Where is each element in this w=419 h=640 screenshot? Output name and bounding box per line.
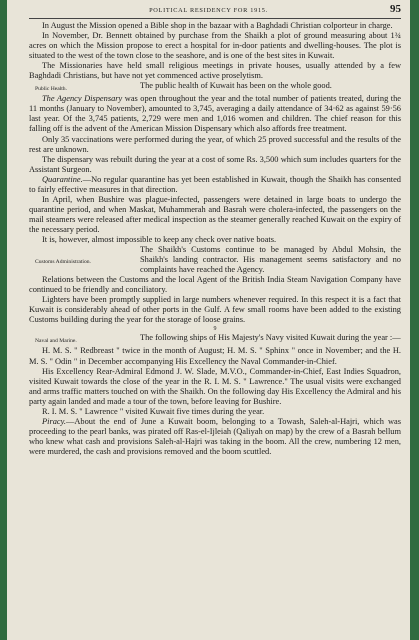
paragraph-lawrence: R. I. M. S. " Lawrence " visited Kuwait five times during the year. <box>42 406 265 416</box>
document-page <box>7 0 410 640</box>
paragraph-rebuilt: The dispensary was rebuilt during the year at a cost of some Rs. 3,500 which sum includes quarters for the Assistant Surgeon. <box>29 154 401 174</box>
paragraph-public-health: The public health of Kuwait has been on the whole good. <box>140 81 332 91</box>
paragraph-piracy <box>29 417 401 457</box>
piracy-lead: Piracy. <box>42 416 66 426</box>
header-title: POLITICAL RESIDENCY FOR 1915. <box>149 7 268 14</box>
margin-heading-customs: Customs Administration. <box>35 259 91 266</box>
body-text <box>29 21 401 457</box>
paragraph-lighters: Lighters have been promptly supplied in large numbers whenever required. In this respect it is a fact that Kuwait is considerably ahead of other ports in the Gulf. A few small rooms have been added to the existing Customs building during the year for the storage of loose grains. <box>29 295 401 325</box>
section-mark: 9 <box>213 326 217 333</box>
piracy-rest: —About the end of June a Kuwait boom, belonging to a Towash, Saleh-al-Hajri, which was proceeding to the pearl banks, was pirated off Ras-el-Ijleiah (Qaliyah on map) by the crew of a Basrah bellum who knew what cash and provisions Saleh-al-Hajri was taking in the boom. All the crew, numbering 12 men, were murdered, the cash and provisions removed and the boom scuttled. <box>29 416 401 456</box>
margin-heading-naval: Naval and Marine. <box>35 338 77 345</box>
margin-heading-public-health: Public Health. <box>35 86 68 93</box>
running-header <box>7 3 410 19</box>
paragraph-meetings: The Missionaries have held small religious meetings in private houses, usually attended by a few Baghdadi Christians, but have not yet commenced active proselytism. <box>29 61 401 81</box>
paragraph-admiral: His Excellency Rear-Admiral Edmond J. W. Slade, M.V.O., Commander-in-Chief, East Indies Squadron, visited Kuwait towards the close of the year in the R. I. M. S. " Lawrence." The usual visits were exchanged and arms traffic matters touched on with the Shaikh. On the following day His Excellency the Admiral and his party again landed and made a tour of the town, before leaving for Bushire. <box>29 366 401 406</box>
paragraph-naval: The following ships of His Majesty's Navy visited Kuwait during the year :— <box>140 333 401 343</box>
section-customs <box>29 245 401 275</box>
paragraph-vaccinations: Only 35 vaccinations were performed during the year, of which 25 proved successful and the results of the rest are unknown. <box>29 134 401 154</box>
dispensary-lead: The Agency Dispensary <box>42 94 123 104</box>
paragraph-hospital-plot: In November, Dr. Bennett obtained by purchase from the Shaikh a plot of ground measuring about 1¾ acres on which the Mission propose to erect a hospital for in-door patients and dwelling-houses. The plot is situated to the west of the town close to the seashore, and is one of the best sites in Kuwait. <box>29 31 401 61</box>
page-number: 95 <box>390 3 401 15</box>
paragraph-customs: The Shaikh's Customs continue to be managed by Abdul Mohsin, the Shaikh's landing contractor. His management seems satisfactory and no complaints have reached the Agency. <box>140 245 401 275</box>
header-rule <box>29 18 401 19</box>
paragraph-dispensary <box>29 94 401 134</box>
section-naval <box>29 333 401 346</box>
paragraph-ships: H. M. S. " Redbreast " twice in the month of August; H. M. S. " Sphinx " once in November; and the H. M. S. " Odin " in December accompanying His Excellency the Naval Commander-in-Chief. <box>29 346 401 366</box>
section-public-health <box>29 81 401 94</box>
paragraph-native-boats: It is, however, almost impossible to keep any check over native boats. <box>42 234 277 244</box>
dispensary-rest: was open throughout the year and the total number of patients treated, during the 11 months (January to November), amounted to 3,745, averaging a daily attendance of 34·62 as against 59·56 last year. Of the 3,745 patients, 2,729 were men and 1,016 women and children. The chief reason for this falling off is the advent of the American Mission Dispensary which also affords free treatment. <box>29 94 402 134</box>
quarantine-lead: Quarantine. <box>42 174 83 184</box>
paragraph-bisn-relations: Relations between the Customs and the local Agent of the British India Steam Navigation Company have continued to be friendly and conciliatory. <box>29 275 401 295</box>
paragraph-quarantine <box>29 175 401 195</box>
paragraph-bushire-plague: In April, when Bushire was plague-infected, passengers were detained in large boats to undergo the quarantine period, and when Maskat, Muhammerah and Basrah were cholera-infected, the passengers on the mail steamers were released after medical inspection as the steamer generally reached Kuwait on the expiry of the necessary period. <box>29 194 401 234</box>
quarantine-rest: —No regular quarantine has yet been established in Kuwait, though the Shaikh has consented to fairly effective measures in that direction. <box>29 174 401 194</box>
paragraph-bible-shop: In August the Mission opened a Bible shop in the bazaar with a Baghdadi Christian colporteur in charge. <box>42 21 393 30</box>
